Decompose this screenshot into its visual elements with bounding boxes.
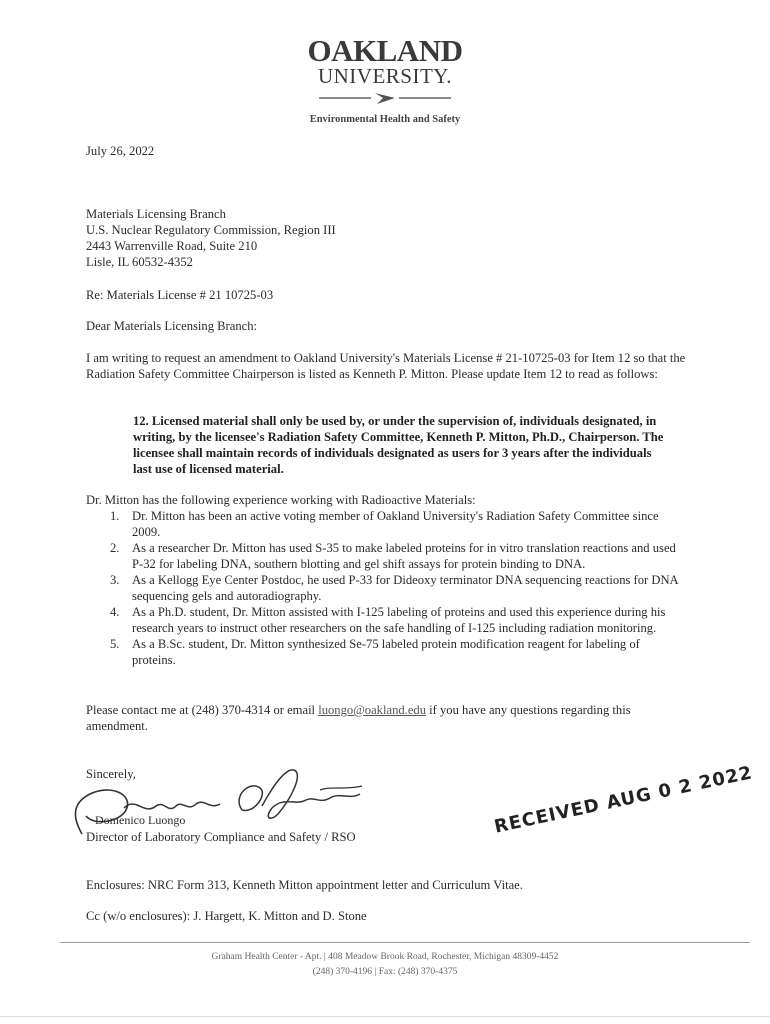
footer-phone: (248) 370-4196 | Fax: (248) 370-4375 — [312, 967, 458, 977]
footer-address: Graham Health Center - Apt. | 408 Meadow Brook Road, Rochester, Michigan 48309-4452 — [211, 952, 559, 962]
received-stamp: RECEIVED AUG 0 2 2022 — [492, 762, 755, 838]
list-item — [86, 604, 686, 636]
experience-list — [86, 508, 686, 668]
address-line: 2443 Warrenville Road, Suite 210 — [86, 239, 258, 253]
address-line: U.S. Nuclear Regulatory Commission, Region III — [86, 223, 336, 237]
email-link[interactable]: luongo@oakland.edu — [318, 703, 426, 717]
handwritten-signature-icon — [64, 760, 384, 840]
signer-name: Domenico Luongo — [95, 813, 186, 827]
page-bottom-divider — [0, 1016, 770, 1017]
list-item-text: Dr. Mitton has been an active voting member of Oakland University's Radiation Safety Committee since 2009. — [132, 509, 659, 539]
list-item-number: 5. — [110, 637, 120, 651]
list-item — [86, 572, 686, 604]
list-item-text: As a Kellogg Eye Center Postdoc, he used P-33 for Dideoxy terminator DNA sequencing reactions for DNA sequencing gels and autoradiography. — [132, 573, 678, 603]
address-line: Materials Licensing Branch — [86, 207, 226, 221]
department-name: Environmental Health and Safety — [309, 114, 461, 125]
intro-paragraph: I am writing to request an amendment to Oakland University's Materials License # 21-10725-03 for Item 12 so that the Radiation Safety Committee Chairperson is listed as Kenneth P. Mitton. Please update Item 12 to read as follows: — [86, 351, 686, 381]
list-item-text: As a Ph.D. student, Dr. Mitton assisted with I-125 labeling of proteins and used this experience during his research years to instruct other researchers on the safe handling of I-125 including radiation monitoring. — [132, 605, 666, 635]
list-item — [86, 508, 686, 540]
contact-text: if you have any questions regarding this amendment. — [86, 703, 631, 733]
re-line: Re: Materials License # 21 10725-03 — [86, 288, 274, 302]
list-item-text: As a B.Sc. student, Dr. Mitton synthesized Se-75 labeled protein modification reagent for labeling of proteins. — [132, 637, 640, 667]
logo-hawk-icon — [315, 90, 455, 106]
address-line: Lisle, IL 60532-4352 — [86, 255, 193, 269]
list-item — [86, 540, 686, 572]
list-item-number: 3. — [110, 573, 120, 587]
contact-text: Please contact me at (248) 370-4314 or email — [86, 703, 319, 717]
contact-paragraph — [86, 702, 686, 734]
footer — [0, 950, 770, 980]
list-item-number: 1. — [110, 509, 120, 523]
footer-divider — [60, 942, 750, 943]
salutation: Dear Materials Licensing Branch: — [86, 319, 257, 333]
signer-title: Director of Laboratory Compliance and Safety / RSO — [86, 830, 356, 844]
list-item-text: As a researcher Dr. Mitton has used S-35 to make labeled proteins for in vitro translation reactions and used P-32 for labeling DNA, southern blotting and gel shift assays for protein binding to DNA. — [132, 541, 676, 571]
logo-name: OAKLAND — [307, 33, 463, 68]
letter-date: July 26, 2022 — [86, 144, 155, 158]
recipient-address — [86, 206, 686, 270]
experience-intro: Dr. Mitton has the following experience working with Radioactive Materials: — [86, 493, 476, 507]
list-item — [86, 636, 686, 668]
cc-line: Cc (w/o enclosures): J. Hargett, K. Mitton and D. Stone — [86, 909, 367, 923]
closing: Sincerely, — [86, 767, 136, 781]
list-item-number: 2. — [110, 541, 120, 555]
enclosures-line: Enclosures: NRC Form 313, Kenneth Mitton appointment letter and Curriculum Vitae. — [86, 878, 523, 892]
letterhead-logo — [0, 33, 770, 106]
logo-subtitle: UNIVERSITY. — [317, 64, 453, 88]
license-condition-quote: 12. Licensed material shall only be used by, or under the supervision of, individuals designated, in writing, by the licensee's Radiation Safety Committee, Kenneth P. Mitton, Ph.D., Chairperson. The licensee shall maintain records of individuals designated as users for 3 years after the individuals last use of licensed material. — [133, 414, 664, 476]
list-item-number: 4. — [110, 605, 120, 619]
